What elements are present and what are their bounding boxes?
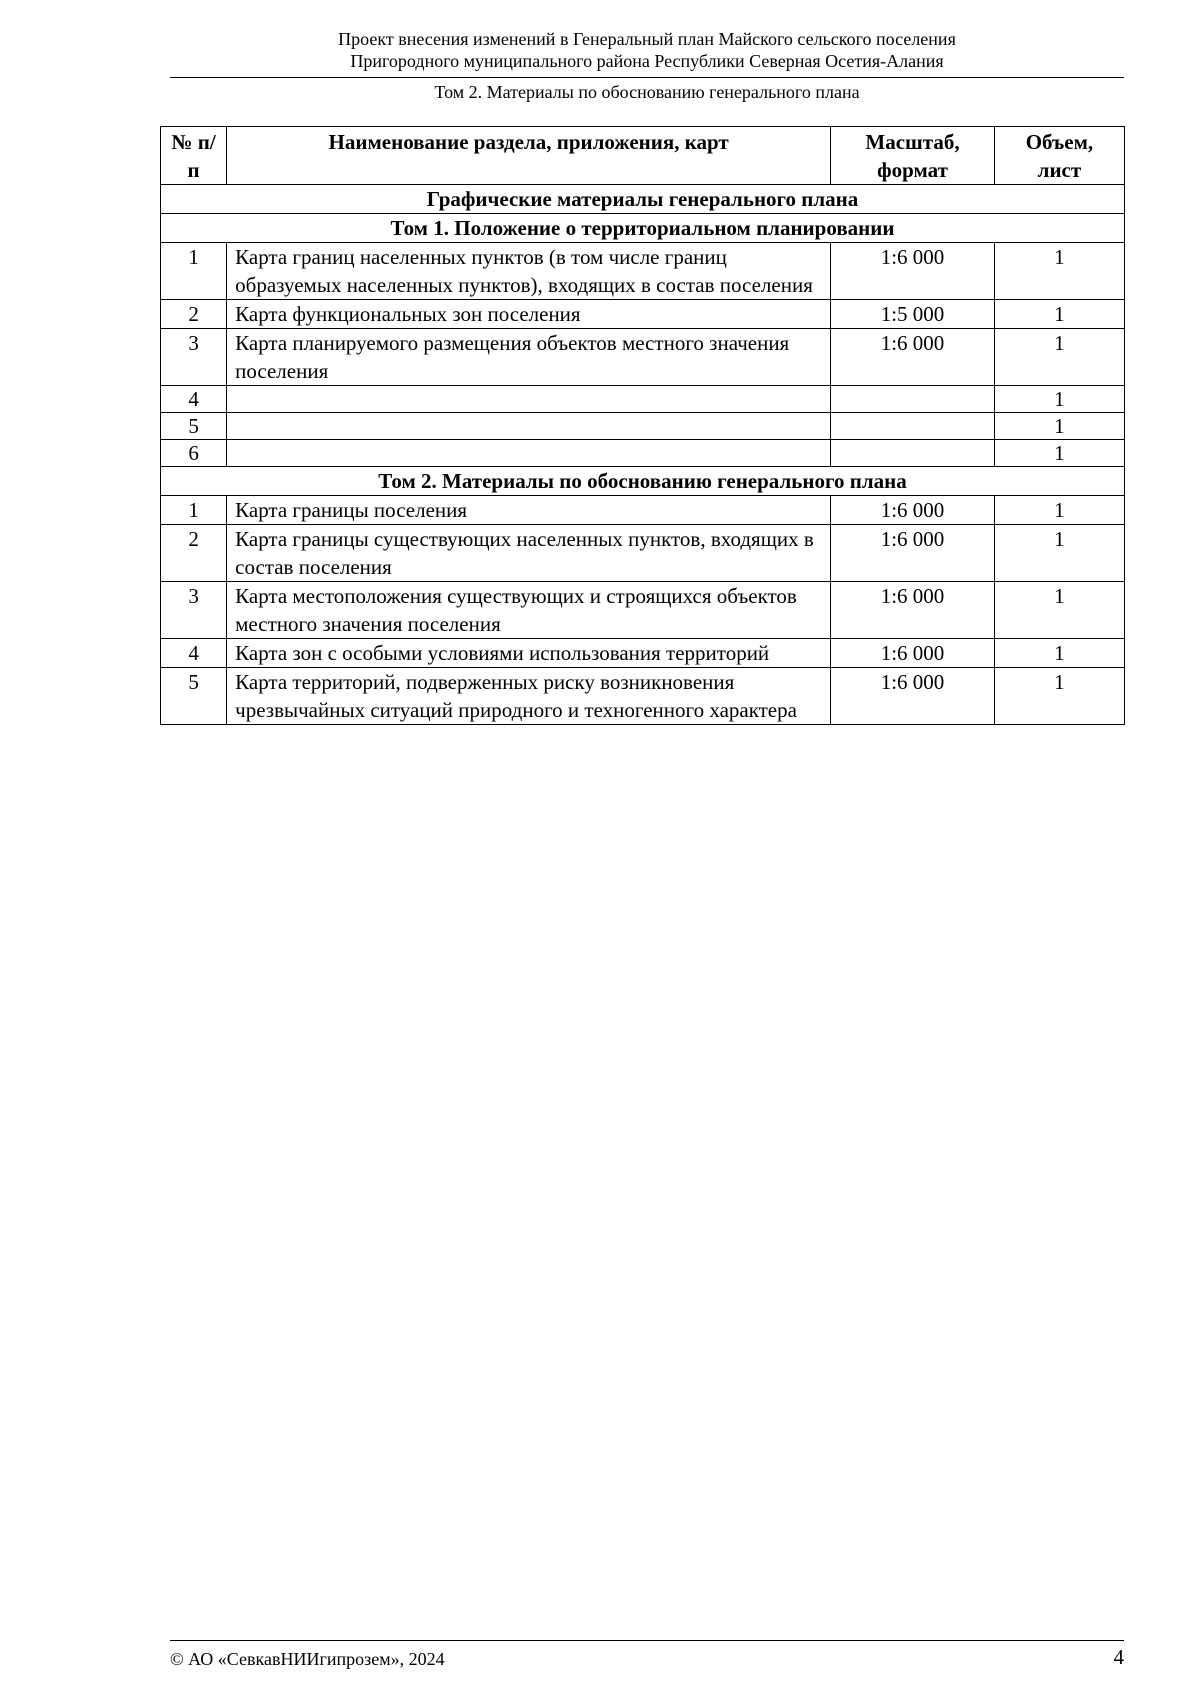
row-volume: 1 xyxy=(994,668,1124,725)
row-name: Карта границы существующих населенных пунктов, входящих в состав поселения xyxy=(227,525,831,582)
section-title-vol1: Том 1. Положение о территориальном планировании xyxy=(161,214,1125,243)
row-volume: 1 xyxy=(994,413,1124,440)
table-row xyxy=(161,300,1125,329)
column-header-num: № п/п xyxy=(161,127,227,185)
row-volume: 1 xyxy=(994,639,1124,668)
header-district: Пригородного муниципального района Республики Северная Осетия-Алания xyxy=(350,51,944,71)
table-row xyxy=(161,386,1125,413)
page-header xyxy=(170,28,1124,72)
row-num: 1 xyxy=(161,243,227,300)
row-num: 1 xyxy=(161,496,227,525)
row-volume: 1 xyxy=(994,386,1124,413)
row-scale: 1:6 000 xyxy=(831,525,995,582)
row-num: 5 xyxy=(161,413,227,440)
footer-copyright: © АО «СевкавНИИгипрозем», 2024 xyxy=(170,1649,445,1669)
row-num: 3 xyxy=(161,582,227,639)
row-volume: 1 xyxy=(994,525,1124,582)
row-scale: 1:6 000 xyxy=(831,668,995,725)
row-volume: 1 xyxy=(994,496,1124,525)
row-volume: 1 xyxy=(994,243,1124,300)
row-scale: 1:6 000 xyxy=(831,582,995,639)
table-row xyxy=(161,639,1125,668)
row-scale: 1:6 000 xyxy=(831,329,995,386)
row-num: 3 xyxy=(161,329,227,386)
header-divider xyxy=(170,77,1124,78)
section-row xyxy=(161,467,1125,496)
table-row xyxy=(161,243,1125,300)
row-volume: 1 xyxy=(994,329,1124,386)
row-name: Карта зон с особыми условиями использования территорий xyxy=(227,639,831,668)
row-name: Карта границы поселения xyxy=(227,496,831,525)
table-row xyxy=(161,668,1125,725)
table-row xyxy=(161,582,1125,639)
row-scale xyxy=(831,386,995,413)
row-name: Карта планируемого размещения объектов местного значения поселения xyxy=(227,329,831,386)
row-num: 5 xyxy=(161,668,227,725)
row-num: 6 xyxy=(161,440,227,467)
table-header-row xyxy=(161,127,1125,185)
row-name: Карта местоположения существующих и строящихся объектов местного значения поселения xyxy=(227,582,831,639)
row-name: Карта функциональных зон поселения xyxy=(227,300,831,329)
table-row xyxy=(161,329,1125,386)
section-row xyxy=(161,214,1125,243)
row-num: 2 xyxy=(161,300,227,329)
row-scale: 1:6 000 xyxy=(831,496,995,525)
row-volume: 1 xyxy=(994,440,1124,467)
column-header-volume: Объем, лист xyxy=(994,127,1124,185)
section-title-vol2: Том 2. Материалы по обоснованию генерального плана xyxy=(161,467,1125,496)
header-project-title: Проект внесения изменений в Генеральный план Майского сельского поселения xyxy=(338,29,956,49)
table-row xyxy=(161,496,1125,525)
table-row xyxy=(161,440,1125,467)
row-num: 4 xyxy=(161,386,227,413)
table-title: Графические материалы генерального плана xyxy=(161,185,1125,214)
header-volume-title: Том 2. Материалы по обоснованию генерального плана xyxy=(434,82,860,102)
row-volume: 1 xyxy=(994,582,1124,639)
row-scale xyxy=(831,413,995,440)
page-number: 4 xyxy=(1113,1645,1124,1669)
contents-table xyxy=(160,126,1125,725)
row-volume: 1 xyxy=(994,300,1124,329)
column-header-scale: Масштаб, формат xyxy=(831,127,995,185)
row-num: 4 xyxy=(161,639,227,668)
row-name: Карта территорий, подверженных риску возникновения чрезвычайных ситуаций природного и техногенного характера xyxy=(227,668,831,725)
row-name xyxy=(227,440,831,467)
row-scale xyxy=(831,440,995,467)
table-row xyxy=(161,525,1125,582)
row-scale: 1:5 000 xyxy=(831,300,995,329)
table-title-row xyxy=(161,185,1125,214)
table-row xyxy=(161,413,1125,440)
row-scale: 1:6 000 xyxy=(831,639,995,668)
row-scale: 1:6 000 xyxy=(831,243,995,300)
footer-divider xyxy=(170,1640,1124,1641)
row-name xyxy=(227,413,831,440)
row-num: 2 xyxy=(161,525,227,582)
row-name xyxy=(227,386,831,413)
row-name: Карта границ населенных пунктов (в том числе границ образуемых населенных пунктов), входящих в состав поселения xyxy=(227,243,831,300)
column-header-name: Наименование раздела, приложения, карт xyxy=(227,127,831,185)
